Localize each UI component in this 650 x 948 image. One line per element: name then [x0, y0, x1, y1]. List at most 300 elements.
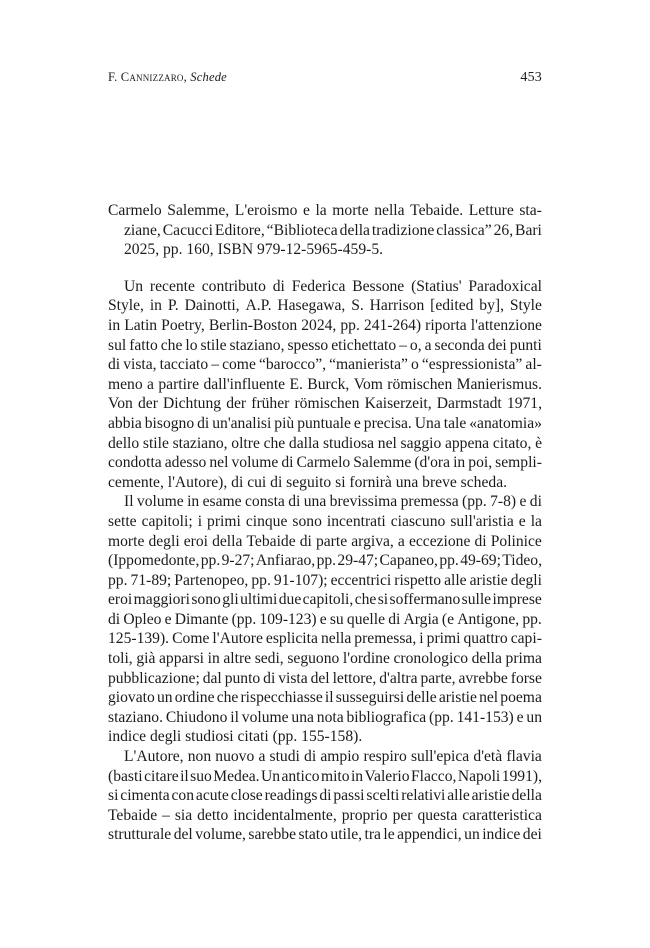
word: vista,	[123, 356, 157, 374]
word: la	[315, 202, 327, 219]
word: e	[319, 610, 327, 628]
word: sta-	[519, 202, 542, 219]
word: delle	[406, 689, 437, 707]
word: della	[212, 532, 243, 550]
word: sono	[292, 512, 322, 530]
word: 49-69;	[460, 552, 501, 570]
word: le	[383, 826, 395, 844]
body-line: cemente, l'Autore), di cui di seguito si fornirà una breve scheda.	[108, 473, 508, 491]
word: proprio	[341, 806, 388, 824]
word: 91-107);	[273, 571, 328, 589]
word: in	[350, 767, 364, 785]
word: dall'influente	[203, 375, 286, 393]
word: Von	[108, 395, 133, 413]
word: seguono	[287, 650, 340, 668]
body-line	[108, 571, 542, 591]
body-line	[108, 786, 542, 806]
word: früher	[251, 395, 290, 413]
word: Argia	[403, 610, 439, 628]
word: alle	[444, 571, 467, 589]
word: di	[288, 493, 301, 511]
word: punti	[509, 336, 542, 354]
paragraph-gap	[108, 260, 542, 277]
word: l'ordine	[342, 650, 390, 668]
word: premessa	[400, 493, 459, 511]
word: tale	[443, 414, 467, 432]
word: abbia	[108, 414, 142, 432]
word: nel	[479, 689, 499, 707]
word: cimenta	[120, 787, 170, 805]
word: altre	[223, 650, 252, 668]
word: 109-123)	[259, 610, 317, 628]
word: rispecchiasse	[240, 689, 323, 707]
word: e	[519, 493, 527, 511]
word: Capaneo,	[379, 552, 438, 570]
word: ziane,	[124, 221, 161, 239]
word: puntuale	[297, 414, 351, 432]
word: relativi	[401, 787, 446, 805]
word: che	[160, 336, 183, 354]
body-line	[108, 532, 542, 552]
word: Latin	[124, 316, 158, 334]
word: (pp.	[429, 708, 454, 726]
word: ordine	[174, 689, 215, 707]
word: e	[353, 414, 361, 432]
word: riporta	[425, 316, 467, 334]
word: dalla	[288, 434, 320, 452]
word: dei	[487, 336, 507, 354]
word: su	[329, 610, 344, 628]
word: scelti	[366, 787, 400, 805]
word: nuovo	[215, 748, 255, 766]
word: 125-139).	[108, 630, 170, 648]
word: Style,	[108, 297, 144, 315]
word: di	[319, 787, 332, 805]
word: Berlin-Boston	[208, 316, 298, 334]
word: Partenopeo,	[174, 571, 249, 589]
word: 1991),	[501, 767, 542, 785]
word: (basti	[108, 767, 143, 785]
body-line	[108, 355, 542, 375]
word: ampio	[320, 748, 360, 766]
word: volume	[231, 454, 279, 472]
word: acute	[195, 787, 229, 805]
word: aristie	[469, 571, 508, 589]
word: di	[299, 532, 312, 550]
word: Kaiserzeit,	[364, 395, 432, 413]
word: capitoli;	[141, 512, 193, 530]
word: di	[388, 610, 401, 628]
word: poi,	[468, 454, 493, 472]
word: o,	[409, 336, 422, 354]
word: degli	[510, 571, 542, 589]
word: sempli-	[495, 454, 542, 472]
body-line	[108, 336, 542, 356]
word: consta	[244, 493, 285, 511]
word: poema	[500, 689, 542, 707]
word: römischen	[294, 395, 360, 413]
word: di	[197, 414, 210, 432]
word: Flacco,	[410, 767, 457, 785]
word: soffermano	[389, 591, 461, 609]
running-head-section: Schede	[190, 70, 227, 84]
word: suo	[190, 767, 212, 785]
word: appendici,	[397, 826, 462, 844]
word: oltre	[231, 434, 260, 452]
word: e	[518, 512, 526, 530]
word: vista	[278, 669, 308, 687]
word: in	[207, 650, 220, 668]
word: Antigone,	[457, 610, 520, 628]
body-line	[108, 296, 542, 316]
word: aristie	[471, 787, 510, 805]
word: pp.	[316, 552, 337, 570]
word: toli,	[108, 650, 133, 668]
word: detto	[197, 806, 229, 824]
word: passi	[333, 787, 365, 805]
word: pubblicazione;	[108, 669, 200, 687]
word: non	[187, 748, 212, 766]
word: studi	[269, 748, 300, 766]
text-block	[108, 201, 542, 845]
word: sia	[174, 806, 193, 824]
word: i	[197, 512, 203, 530]
word: sedi,	[254, 650, 284, 668]
word: che	[263, 434, 286, 452]
word: Bessone	[352, 277, 405, 295]
word: punto	[224, 669, 261, 687]
body-line	[108, 551, 542, 571]
word: parte	[315, 532, 348, 550]
word: nel	[209, 454, 229, 472]
word: la	[530, 512, 542, 530]
word: ultimi	[240, 591, 278, 609]
word: in	[149, 297, 162, 315]
body-line	[108, 316, 542, 336]
word: a	[147, 375, 154, 393]
word: Burck,	[307, 375, 350, 393]
word: una	[303, 493, 327, 511]
word: è	[535, 434, 542, 452]
body-line	[108, 277, 542, 297]
word: in	[108, 316, 121, 334]
word: il	[324, 689, 334, 707]
word: imprese	[492, 591, 542, 609]
word: parte,	[420, 669, 456, 687]
word: Editore,	[214, 221, 265, 239]
word: questa	[417, 806, 458, 824]
word: a	[424, 336, 432, 354]
word: saggio	[400, 434, 442, 452]
word: staziano,	[229, 336, 285, 354]
word: i	[419, 630, 424, 648]
word: della	[339, 221, 370, 239]
body-line	[108, 825, 542, 845]
word: contributo	[201, 277, 266, 295]
body-line	[108, 767, 542, 787]
word: gli	[222, 591, 239, 609]
word: di	[281, 454, 294, 472]
word: A.P.	[245, 297, 272, 315]
word: quelle	[346, 610, 386, 628]
word: sarebbe	[248, 826, 297, 844]
word: der	[137, 395, 158, 413]
word: stato	[298, 826, 328, 844]
word: di	[529, 493, 542, 511]
word: Bari	[515, 221, 542, 239]
word: Una	[414, 414, 441, 432]
word: classica”	[436, 221, 492, 239]
word: spesso	[287, 336, 329, 354]
word: Tebaide.	[410, 202, 464, 219]
word: di	[474, 532, 487, 550]
word: degli	[148, 532, 180, 550]
running-head	[108, 70, 542, 86]
word: al-	[525, 356, 542, 374]
word: “Biblioteca	[266, 221, 338, 239]
word: nota	[316, 708, 344, 726]
word: pp.	[522, 610, 542, 628]
word: adesso	[164, 454, 207, 472]
entry-line	[108, 221, 542, 241]
word: Dimante	[174, 610, 229, 628]
word: in	[453, 454, 466, 472]
word: precisa.	[363, 414, 412, 432]
word: avrebbe	[458, 669, 508, 687]
word: 2024,	[301, 316, 337, 334]
word: Medea.	[213, 767, 260, 785]
body-line	[108, 747, 542, 767]
word: o	[411, 356, 419, 374]
word: citato,	[492, 434, 532, 452]
word: che	[354, 591, 377, 609]
word: di	[272, 277, 285, 295]
word: mito	[320, 767, 350, 785]
word: un'analisi	[212, 414, 272, 432]
word: volume	[136, 493, 184, 511]
word: incentrati	[326, 512, 386, 530]
entry-line	[108, 201, 542, 221]
word: morte	[332, 202, 369, 219]
word: antico	[281, 767, 320, 785]
word: l'Autore	[212, 630, 263, 648]
word: (pp.	[462, 493, 487, 511]
word: (pp.	[231, 610, 257, 628]
word: e	[516, 708, 524, 726]
word: Polinice	[490, 532, 542, 550]
word: caratteristica	[462, 806, 542, 824]
word: eccezione	[408, 532, 471, 550]
body-line	[108, 806, 542, 826]
word: 241-264)	[363, 316, 422, 334]
word: flavia	[506, 748, 542, 766]
running-head-left	[108, 70, 227, 85]
body-line	[108, 375, 542, 395]
word: del	[310, 669, 330, 687]
word: 1971,	[506, 395, 542, 413]
word: pp.	[340, 316, 360, 334]
word: –	[211, 356, 220, 374]
word: esame	[202, 493, 242, 511]
word: capitoli,	[302, 591, 354, 609]
body-line	[108, 649, 542, 669]
word: il	[180, 767, 189, 785]
word: Federica	[291, 277, 346, 295]
word: strutturale	[108, 826, 172, 844]
word: tacciato	[159, 356, 209, 374]
body-line	[108, 453, 542, 473]
word: partire	[158, 375, 200, 393]
word: bibliografica	[346, 708, 427, 726]
word: dei	[522, 826, 542, 844]
word: per	[392, 806, 413, 824]
word: pp.	[439, 552, 459, 570]
word: Anfiarao,	[255, 552, 316, 570]
word: close	[230, 787, 263, 805]
word: Darmstadt	[436, 395, 502, 413]
word: stile	[200, 336, 227, 354]
word: utile,	[330, 826, 363, 844]
word: “espressionista”	[421, 356, 523, 374]
word: eroi	[108, 591, 133, 609]
word: aristie	[438, 689, 477, 707]
word: brevissima	[329, 493, 398, 511]
word: E.	[289, 375, 303, 393]
word: dal	[202, 669, 222, 687]
word: tra	[364, 826, 381, 844]
word: 141-153)	[456, 708, 514, 726]
word: Tebaide	[108, 806, 158, 824]
word: con	[171, 787, 195, 805]
word: readings	[264, 787, 318, 805]
word: Dichtung	[163, 395, 222, 413]
word: (Ippomedonte,	[108, 552, 200, 570]
word: (e	[441, 610, 455, 628]
word: apparsi	[158, 650, 205, 668]
word: due	[278, 591, 302, 609]
word: di	[304, 748, 317, 766]
word: dello	[108, 434, 140, 452]
word: morte	[108, 532, 145, 550]
word: “barocco”,	[258, 356, 327, 374]
word: sette	[108, 512, 137, 530]
word: incidentalmente,	[233, 806, 337, 824]
word: primi	[207, 512, 241, 530]
word: capi-	[510, 630, 542, 648]
entry-line: 2025, pp. 160, ISBN 979-12-5965-459-5.	[124, 241, 384, 259]
word: e	[164, 610, 172, 628]
word: cronologico	[393, 650, 468, 668]
word: bisogno	[144, 414, 195, 432]
word: appena	[444, 434, 490, 452]
word: Poetry,	[161, 316, 205, 334]
body-line	[108, 492, 542, 512]
word: tradizione	[371, 221, 435, 239]
word: della	[471, 650, 502, 668]
page-number: 453	[520, 70, 542, 85]
word: come	[222, 356, 256, 374]
word: Manierismus.	[456, 375, 542, 393]
word: più	[274, 414, 295, 432]
word: römischen	[387, 375, 453, 393]
word: eroi	[183, 532, 208, 550]
word: primi	[426, 630, 461, 648]
word: Un	[260, 767, 281, 785]
word: pp.	[108, 571, 128, 589]
word: sul	[108, 336, 127, 354]
word: alle	[447, 787, 470, 805]
word: L'Autore,	[124, 748, 184, 766]
word: Harrison	[369, 297, 425, 315]
word: di	[263, 669, 276, 687]
word: nella	[374, 202, 405, 219]
word: maggiori	[133, 591, 190, 609]
word: L'eroismo	[234, 202, 298, 219]
word: lettore,	[332, 669, 377, 687]
word: ciascuno	[390, 512, 446, 530]
word: e	[302, 202, 310, 219]
word: by],	[479, 297, 504, 315]
word: già	[136, 650, 156, 668]
word: quattro	[463, 630, 508, 648]
word: Paradoxical	[468, 277, 542, 295]
word: a	[258, 748, 266, 766]
word: della	[511, 787, 542, 805]
word: “manierista”	[329, 356, 408, 374]
body-line	[108, 414, 542, 434]
word: Carmelo	[108, 202, 162, 219]
word: Tideo,	[502, 552, 542, 570]
word: che	[216, 689, 239, 707]
word: staziano,	[172, 434, 228, 452]
body-line	[108, 629, 542, 649]
word: «anatomia»	[469, 414, 542, 432]
word: il	[230, 708, 239, 726]
word: un	[464, 826, 480, 844]
word: seconda	[434, 336, 485, 354]
word: volume	[241, 708, 289, 726]
word: susseguirsi	[335, 689, 405, 707]
word: d'età	[473, 748, 503, 766]
body-line	[108, 669, 542, 689]
word: Chiudono	[165, 708, 228, 726]
word: sull'epica	[410, 748, 470, 766]
word: premessa,	[354, 630, 417, 648]
body-line	[108, 610, 542, 630]
word: sono	[191, 591, 221, 609]
word: stile	[142, 434, 169, 452]
word: studiosa	[322, 434, 375, 452]
word: Style	[509, 297, 542, 315]
word: eccentrici	[330, 571, 392, 589]
word: recente	[149, 277, 195, 295]
word: forse	[510, 669, 542, 687]
word: si	[108, 787, 119, 805]
word: nel	[377, 434, 397, 452]
word: argiva,	[351, 532, 394, 550]
word: si	[377, 591, 389, 609]
word: 9-27;	[221, 552, 255, 570]
word: respiro	[363, 748, 407, 766]
body-line	[108, 512, 542, 532]
word: 29-47;	[337, 552, 379, 570]
word: der	[226, 395, 247, 413]
word: del	[173, 826, 193, 844]
word: 7-8)	[490, 493, 517, 511]
word: di	[108, 610, 121, 628]
body-line	[108, 688, 542, 708]
word: meno	[108, 375, 143, 393]
